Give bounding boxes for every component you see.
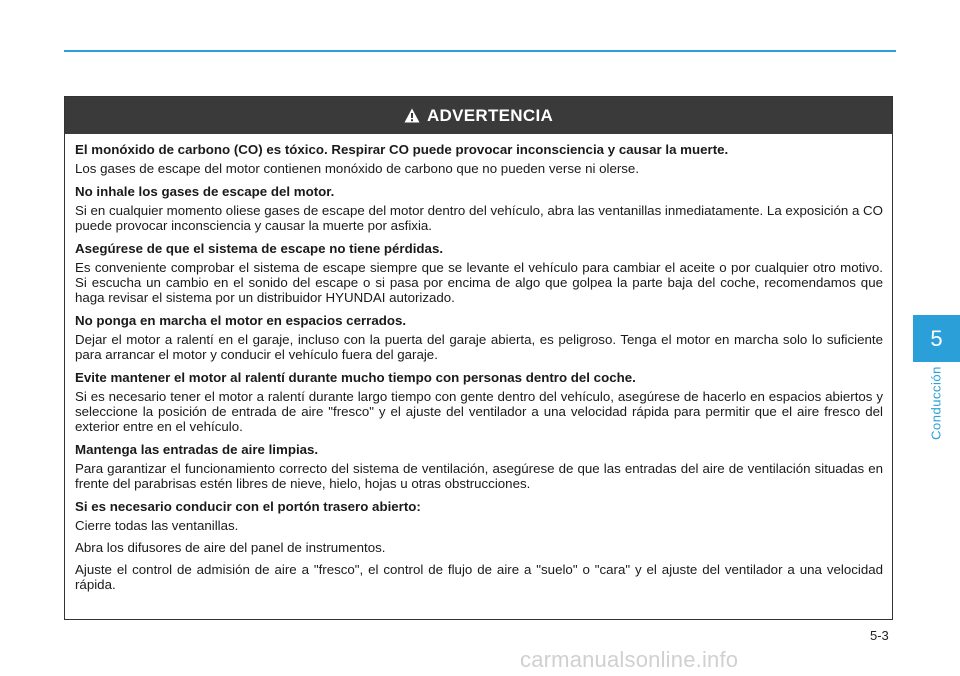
section-paragraph: Abra los difusores de aire del panel de instrumentos.: [75, 540, 386, 555]
section-paragraph: Cierre todas las ventanillas.: [75, 518, 239, 533]
warning-box: [64, 96, 893, 620]
warning-triangle-icon: [404, 108, 420, 123]
warning-section: [75, 442, 883, 491]
section-heading: Evite mantener el motor al ralentí durante mucho tiempo con personas dentro del coche.: [75, 370, 636, 385]
warning-section: [75, 313, 883, 362]
warning-section: [75, 241, 883, 305]
chapter-number: 5: [930, 325, 943, 351]
section-paragraph: Ajuste el control de admisión de aire a "fresco", el control de flujo de aire a "suelo" o "cara" y el ajuste del ventilador a una velocidad rápida.: [75, 562, 883, 592]
section-heading: No inhale los gases de escape del motor.: [75, 184, 335, 199]
chapter-label: Conducción: [928, 366, 944, 440]
section-paragraph: Es conveniente comprobar el sistema de escape siempre que se levante el vehículo para cambiar el aceite o por cualquier otro motivo. Si escucha un cambio en el sonido del escape o si pasa por encima de algo que golpea la parte baja del coche, recomendamos que haga revisar el sistema por un distribuidor HYUNDAI autorizado.: [75, 260, 883, 305]
warning-section: [75, 142, 883, 176]
section-paragraph: Los gases de escape del motor contienen monóxido de carbono que no pueden verse ni olerse.: [75, 161, 640, 176]
warning-section: [75, 499, 883, 592]
warning-header: [65, 97, 892, 134]
page-number: 5-3: [870, 628, 889, 643]
top-rule: [64, 50, 896, 52]
section-paragraph: Dejar el motor a ralentí en el garaje, incluso con la puerta del garaje abierta, es peligroso. Tenga el motor en marcha solo lo suficiente para arrancar el motor y conducir el vehículo fuera del garaje.: [75, 332, 883, 362]
section-heading: El monóxido de carbono (CO) es tóxico. Respirar CO puede provocar inconsciencia y causar la muerte.: [75, 142, 729, 157]
warning-section: [75, 184, 883, 233]
watermark: carmanualsonline.info: [520, 647, 739, 672]
section-heading: Asegúrese de que el sistema de escape no tiene pérdidas.: [75, 241, 444, 256]
section-paragraph: Si en cualquier momento oliese gases de escape del motor dentro del vehículo, abra las ventanillas inmediatamente. La exposición a CO puede provocar inconsciencia y causar la muerte por asfixia.: [75, 203, 883, 233]
section-heading: No ponga en marcha el motor en espacios cerrados.: [75, 313, 407, 328]
warning-body: [65, 134, 892, 592]
warning-section: [75, 370, 883, 434]
section-paragraph: Para garantizar el funcionamiento correcto del sistema de ventilación, asegúrese de que las entradas del aire de ventilación situadas en frente del parabrisas estén libres de nieve, hielo, hojas u otras obstrucciones.: [75, 461, 883, 491]
chapter-tab: [913, 315, 960, 362]
section-heading: Si es necesario conducir con el portón trasero abierto:: [75, 499, 421, 514]
section-heading: Mantenga las entradas de aire limpias.: [75, 442, 319, 457]
section-paragraph: Si es necesario tener el motor a ralentí durante largo tiempo con gente dentro del vehículo, asegúrese de hacerlo en espacios abiertos y seleccione la posición de entrada de aire "fresco" y el ajuste del ventilador a una velocidad rápida para permitir que el aire fresco del exterior entre en el vehículo.: [75, 389, 883, 434]
warning-title: ADVERTENCIA: [426, 105, 554, 125]
